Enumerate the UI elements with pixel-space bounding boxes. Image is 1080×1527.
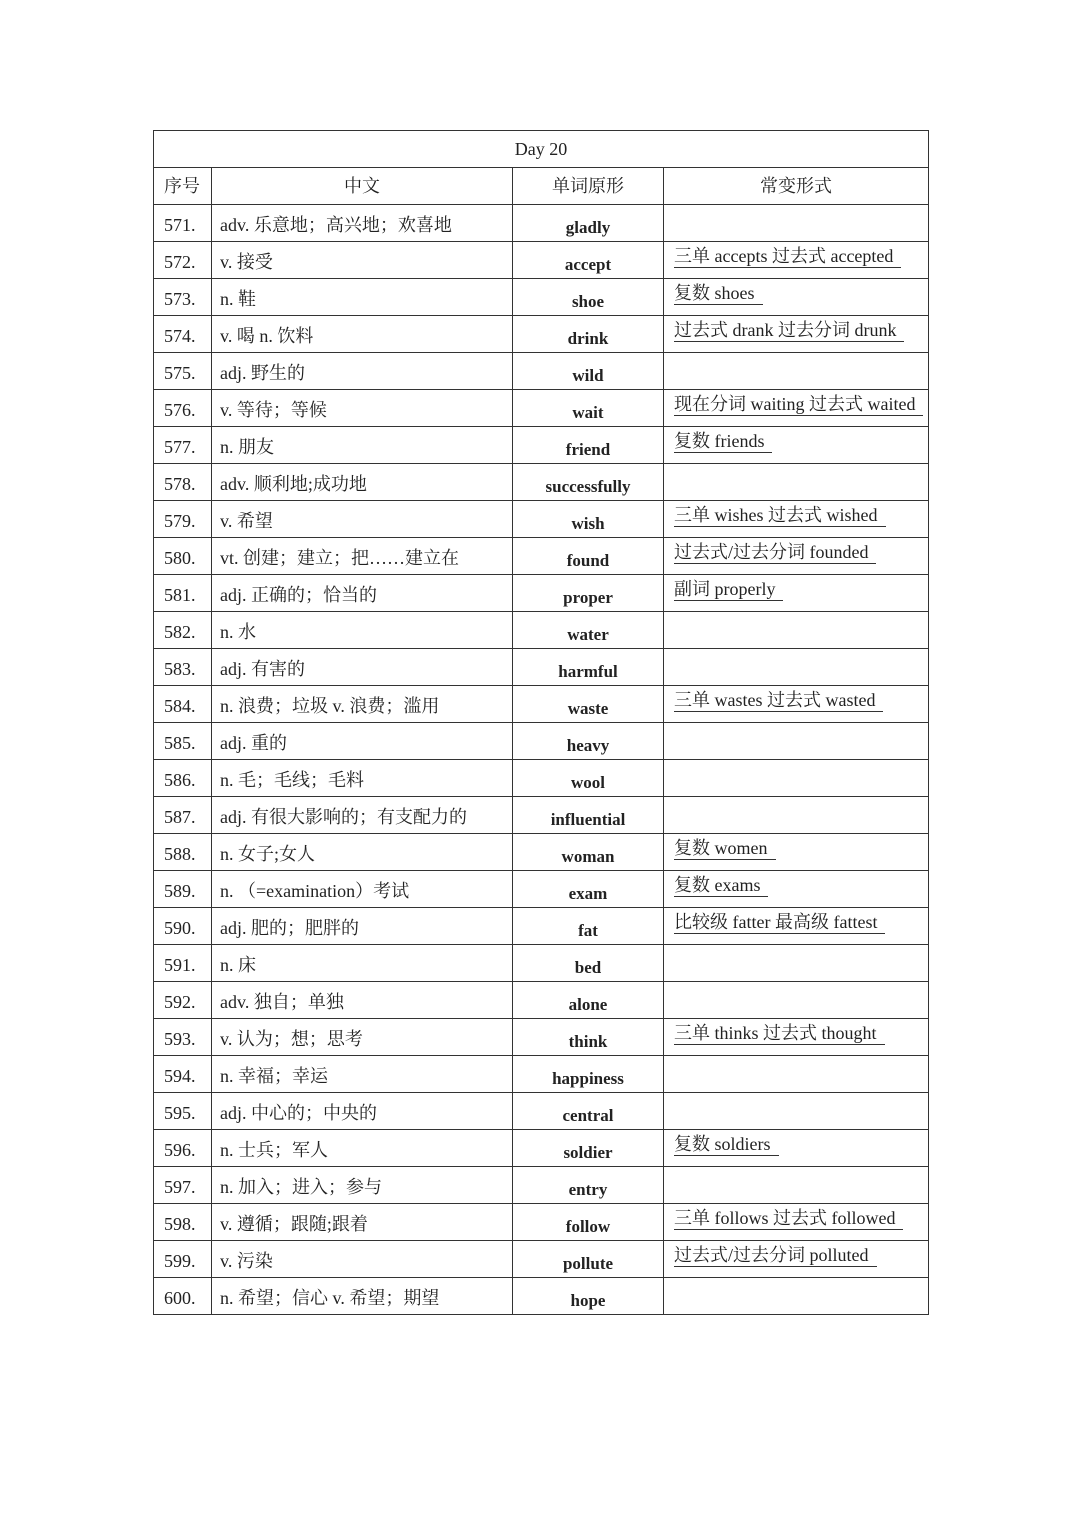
word-forms: 复数 exams <box>674 874 768 897</box>
word-forms-cell <box>664 686 929 723</box>
word-base-form: pollute <box>513 1241 664 1278</box>
word-forms-cell <box>664 205 929 242</box>
table-row <box>154 1278 929 1315</box>
word-forms-cell <box>664 1019 929 1056</box>
table-row <box>154 982 929 1019</box>
word-base-form: happiness <box>513 1056 664 1093</box>
row-number: 586. <box>154 760 212 797</box>
chinese-meaning: adj. 重的 <box>212 723 513 760</box>
word-base-form: central <box>513 1093 664 1130</box>
row-number: 587. <box>154 797 212 834</box>
chinese-meaning: v. 希望 <box>212 501 513 538</box>
word-forms-cell <box>664 575 929 612</box>
table-row <box>154 242 929 279</box>
header-word: 单词原形 <box>513 168 664 205</box>
row-number: 597. <box>154 1167 212 1204</box>
chinese-meaning: n. 希望；信心 v. 希望；期望 <box>212 1278 513 1315</box>
chinese-meaning: adj. 野生的 <box>212 353 513 390</box>
row-number: 596. <box>154 1130 212 1167</box>
word-forms: 副词 properly <box>674 578 783 601</box>
row-number: 595. <box>154 1093 212 1130</box>
row-number: 582. <box>154 612 212 649</box>
word-forms: 现在分词 waiting 过去式 waited <box>674 393 923 416</box>
row-number: 599. <box>154 1241 212 1278</box>
word-base-form: harmful <box>513 649 664 686</box>
table-row <box>154 501 929 538</box>
table-row <box>154 1056 929 1093</box>
word-base-form: accept <box>513 242 664 279</box>
word-base-form: think <box>513 1019 664 1056</box>
row-number: 577. <box>154 427 212 464</box>
row-number: 592. <box>154 982 212 1019</box>
header-num: 序号 <box>154 168 212 205</box>
row-number: 590. <box>154 908 212 945</box>
word-forms-cell <box>664 797 929 834</box>
chinese-meaning: v. 接受 <box>212 242 513 279</box>
word-forms: 比较级 fatter 最高级 fattest <box>674 911 885 934</box>
word-base-form: entry <box>513 1167 664 1204</box>
chinese-meaning: vt. 创建；建立；把……建立在 <box>212 538 513 575</box>
chinese-meaning: adj. 有很大影响的；有支配力的 <box>212 797 513 834</box>
table-row <box>154 1204 929 1241</box>
word-forms-cell <box>664 760 929 797</box>
word-forms-cell <box>664 871 929 908</box>
row-number: 588. <box>154 834 212 871</box>
table-row <box>154 760 929 797</box>
word-base-form: follow <box>513 1204 664 1241</box>
word-forms: 三单 wishes 过去式 wished <box>674 504 886 527</box>
row-number: 581. <box>154 575 212 612</box>
chinese-meaning: v. 遵循；跟随;跟着 <box>212 1204 513 1241</box>
word-base-form: drink <box>513 316 664 353</box>
table-row <box>154 205 929 242</box>
word-forms-cell <box>664 982 929 1019</box>
word-base-form: wish <box>513 501 664 538</box>
row-number: 583. <box>154 649 212 686</box>
title-row <box>154 131 929 168</box>
word-forms: 复数 women <box>674 837 776 860</box>
row-number: 580. <box>154 538 212 575</box>
row-number: 579. <box>154 501 212 538</box>
word-forms: 三单 accepts 过去式 accepted <box>674 245 901 268</box>
chinese-meaning: n. 朋友 <box>212 427 513 464</box>
row-number: 572. <box>154 242 212 279</box>
word-forms-cell <box>664 945 929 982</box>
row-number: 571. <box>154 205 212 242</box>
header-row <box>154 168 929 205</box>
word-forms: 过去式 drank 过去分词 drunk <box>674 319 904 342</box>
table-row <box>154 353 929 390</box>
table-row <box>154 649 929 686</box>
word-forms-cell <box>664 1130 929 1167</box>
day-title: Day 20 <box>154 131 929 168</box>
table-row <box>154 464 929 501</box>
word-base-form: bed <box>513 945 664 982</box>
chinese-meaning: adv. 乐意地；高兴地；欢喜地 <box>212 205 513 242</box>
row-number: 585. <box>154 723 212 760</box>
vocab-table <box>153 130 929 1315</box>
row-number: 574. <box>154 316 212 353</box>
chinese-meaning: n. 床 <box>212 945 513 982</box>
table-row <box>154 427 929 464</box>
table-row <box>154 797 929 834</box>
table-row <box>154 686 929 723</box>
word-forms-cell <box>664 612 929 649</box>
word-forms-cell <box>664 279 929 316</box>
chinese-meaning: adj. 正确的；恰当的 <box>212 575 513 612</box>
chinese-meaning: adv. 顺利地;成功地 <box>212 464 513 501</box>
table-row <box>154 1167 929 1204</box>
word-forms-cell <box>664 353 929 390</box>
word-forms-cell <box>664 1056 929 1093</box>
word-base-form: fat <box>513 908 664 945</box>
chinese-meaning: n. （=examination）考试 <box>212 871 513 908</box>
word-base-form: wild <box>513 353 664 390</box>
row-number: 589. <box>154 871 212 908</box>
word-base-form: found <box>513 538 664 575</box>
chinese-meaning: adj. 肥的；肥胖的 <box>212 908 513 945</box>
chinese-meaning: n. 士兵；军人 <box>212 1130 513 1167</box>
word-forms-cell <box>664 1204 929 1241</box>
row-number: 576. <box>154 390 212 427</box>
word-base-form: woman <box>513 834 664 871</box>
word-forms-cell <box>664 908 929 945</box>
word-forms-cell <box>664 723 929 760</box>
chinese-meaning: adj. 中心的；中央的 <box>212 1093 513 1130</box>
chinese-meaning: v. 喝 n. 饮料 <box>212 316 513 353</box>
word-forms-cell <box>664 649 929 686</box>
table-row <box>154 279 929 316</box>
word-base-form: friend <box>513 427 664 464</box>
word-forms: 复数 soldiers <box>674 1133 779 1156</box>
word-forms: 三单 thinks 过去式 thought <box>674 1022 885 1045</box>
table-row <box>154 1093 929 1130</box>
chinese-meaning: v. 等待；等候 <box>212 390 513 427</box>
word-base-form: exam <box>513 871 664 908</box>
word-base-form: hope <box>513 1278 664 1315</box>
table-row <box>154 834 929 871</box>
table-row <box>154 316 929 353</box>
word-base-form: proper <box>513 575 664 612</box>
word-forms-cell <box>664 390 929 427</box>
header-chinese: 中文 <box>212 168 513 205</box>
word-base-form: shoe <box>513 279 664 316</box>
word-base-form: water <box>513 612 664 649</box>
row-number: 573. <box>154 279 212 316</box>
chinese-meaning: adj. 有害的 <box>212 649 513 686</box>
chinese-meaning: v. 污染 <box>212 1241 513 1278</box>
chinese-meaning: n. 水 <box>212 612 513 649</box>
word-base-form: heavy <box>513 723 664 760</box>
table-row <box>154 575 929 612</box>
chinese-meaning: v. 认为；想；思考 <box>212 1019 513 1056</box>
word-base-form: gladly <box>513 205 664 242</box>
word-forms-cell <box>664 1278 929 1315</box>
word-forms: 三单 follows 过去式 followed <box>674 1207 903 1230</box>
row-number: 600. <box>154 1278 212 1315</box>
word-forms-cell <box>664 427 929 464</box>
table-row <box>154 538 929 575</box>
word-forms: 三单 wastes 过去式 wasted <box>674 689 883 712</box>
word-forms: 过去式/过去分词 founded <box>674 541 876 564</box>
row-number: 593. <box>154 1019 212 1056</box>
word-base-form: influential <box>513 797 664 834</box>
word-forms-cell <box>664 464 929 501</box>
word-base-form: successfully <box>513 464 664 501</box>
table-row <box>154 1241 929 1278</box>
row-number: 584. <box>154 686 212 723</box>
chinese-meaning: n. 毛；毛线；毛料 <box>212 760 513 797</box>
word-forms: 过去式/过去分词 polluted <box>674 1244 877 1267</box>
word-forms-cell <box>664 834 929 871</box>
row-number: 578. <box>154 464 212 501</box>
word-forms: 复数 friends <box>674 430 772 453</box>
header-forms: 常变形式 <box>664 168 929 205</box>
table-row <box>154 723 929 760</box>
table-row <box>154 945 929 982</box>
word-forms-cell <box>664 1167 929 1204</box>
row-number: 598. <box>154 1204 212 1241</box>
table-row <box>154 612 929 649</box>
chinese-meaning: n. 幸福；幸运 <box>212 1056 513 1093</box>
word-base-form: waste <box>513 686 664 723</box>
table-row <box>154 1019 929 1056</box>
chinese-meaning: adv. 独自；单独 <box>212 982 513 1019</box>
word-base-form: soldier <box>513 1130 664 1167</box>
word-forms-cell <box>664 1241 929 1278</box>
word-forms-cell <box>664 538 929 575</box>
chinese-meaning: n. 浪费；垃圾 v. 浪费；滥用 <box>212 686 513 723</box>
word-forms: 复数 shoes <box>674 282 763 305</box>
word-forms-cell <box>664 242 929 279</box>
row-number: 591. <box>154 945 212 982</box>
table-row <box>154 1130 929 1167</box>
row-number: 575. <box>154 353 212 390</box>
table-row <box>154 871 929 908</box>
word-base-form: wool <box>513 760 664 797</box>
row-number: 594. <box>154 1056 212 1093</box>
word-forms-cell <box>664 316 929 353</box>
chinese-meaning: n. 女子;女人 <box>212 834 513 871</box>
word-base-form: wait <box>513 390 664 427</box>
chinese-meaning: n. 鞋 <box>212 279 513 316</box>
word-base-form: alone <box>513 982 664 1019</box>
table-row <box>154 908 929 945</box>
chinese-meaning: n. 加入；进入；参与 <box>212 1167 513 1204</box>
table-row <box>154 390 929 427</box>
word-forms-cell <box>664 1093 929 1130</box>
word-forms-cell <box>664 501 929 538</box>
